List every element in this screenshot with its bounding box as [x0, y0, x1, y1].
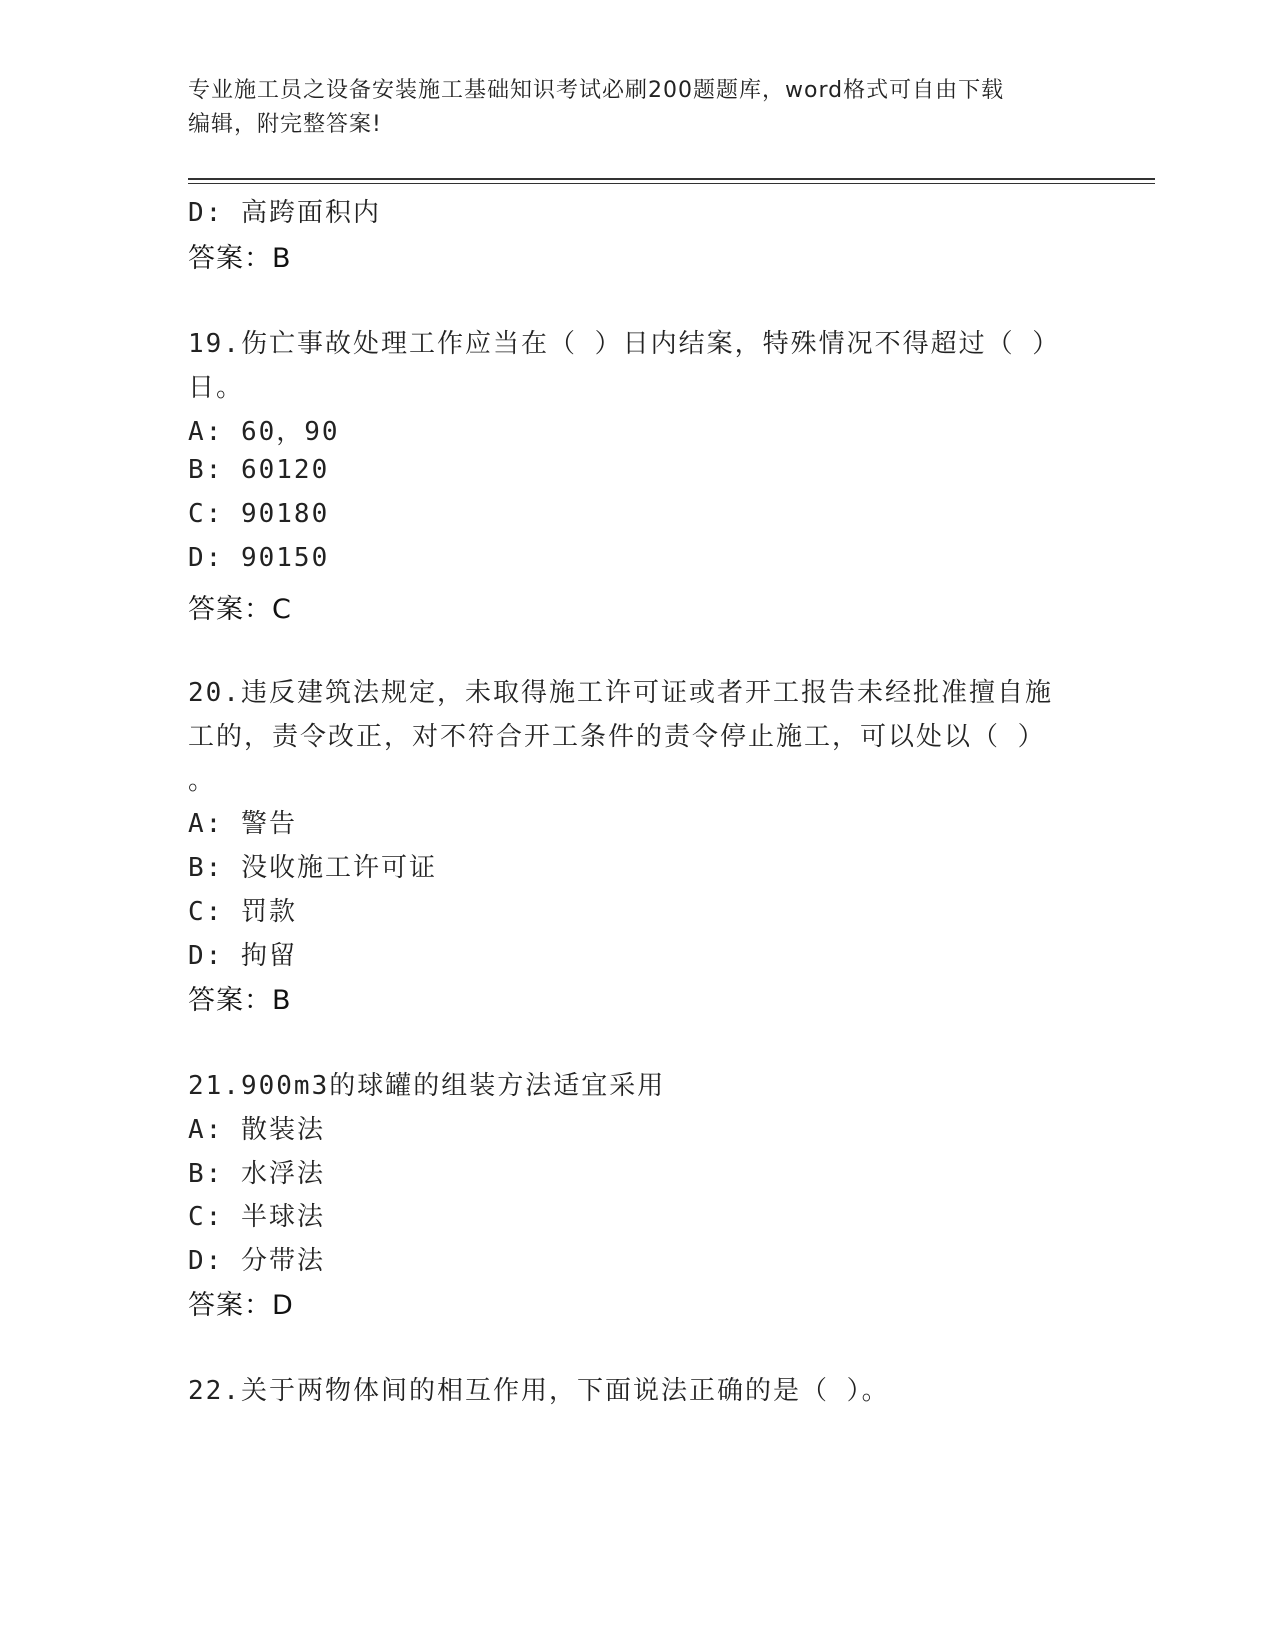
q19-option-a: A: 60，90	[188, 417, 340, 447]
q20-stem-line-2: 工的，责令改正，对不符合开工条件的责令停止施工，可以处以（ ）	[188, 722, 1046, 752]
q21-stem: 21.900m3的球罐的组装方法适宜采用	[188, 1071, 666, 1101]
q19-option-d: D: 90150	[188, 543, 330, 573]
q21-option-b: B: 水浮法	[188, 1159, 325, 1189]
q19-option-c: C: 90180	[188, 499, 330, 529]
q20-option-d: D: 拘留	[188, 941, 297, 971]
q21-option-a: A: 散装法	[188, 1115, 325, 1145]
q19-stem-line-1: 19.伤亡事故处理工作应当在（ ）日内结案，特殊情况不得超过（ ）	[188, 329, 1061, 359]
header-line-1: 专业施工员之设备安装施工基础知识考试必刷200题题库，word格式可自由下载	[188, 78, 1005, 103]
q20-stem-line-3: 。	[188, 766, 217, 796]
q19-option-b: B: 60120	[188, 455, 330, 485]
q20-option-b: B: 没收施工许可证	[188, 853, 437, 883]
page-header	[188, 74, 1068, 142]
q20-stem-line-1: 20.违反建筑法规定，未取得施工许可证或者开工报告未经批准擅自施	[188, 678, 1053, 708]
header-rule-thick	[188, 178, 1155, 180]
q21-option-c: C: 半球法	[188, 1202, 325, 1232]
q20-answer: 答案：B	[188, 985, 292, 1016]
q19-answer: 答案：C	[188, 594, 292, 625]
header-line-2: 编辑，附完整答案!	[188, 112, 382, 137]
header-rule-thin	[188, 183, 1155, 184]
q20-option-c: C: 罚款	[188, 897, 297, 927]
q21-option-d: D: 分带法	[188, 1246, 325, 1276]
q22-stem: 22.关于两物体间的相互作用，下面说法正确的是（ ）。	[188, 1376, 890, 1406]
q20-option-a: A: 警告	[188, 809, 297, 839]
q18-answer: 答案：B	[188, 243, 292, 274]
q21-answer: 答案：D	[188, 1290, 294, 1321]
q19-stem-line-2: 日。	[188, 373, 245, 403]
q18-option-d: D: 高跨面积内	[188, 198, 381, 228]
